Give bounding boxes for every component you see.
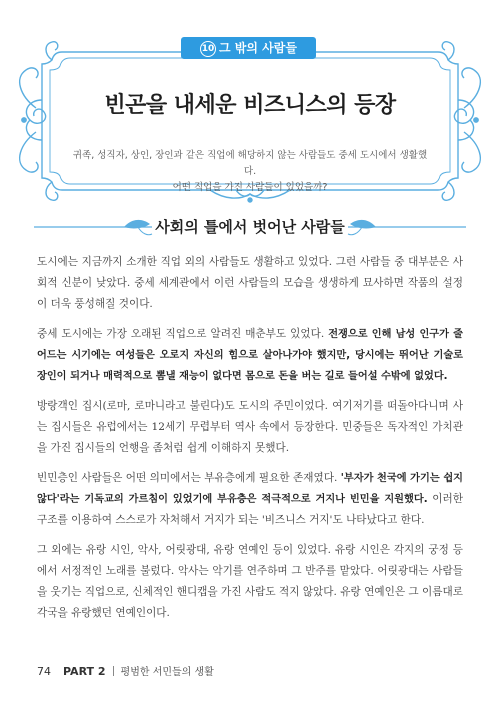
paragraph-text: 그 외에는 유랑 시인, 악사, 어릿광대, 유랑 연예인 등이 있었다. 유랑 시인은 각지의 궁정 등에서 서정적인 노래를 불렀다. 악사는 악기를 연주하며 그 반주를 맡았다. 어릿광대는 사람들을 웃기는 직업으로, 신체적인 핸디캡을 가진 사람도 적지 않았다. 유랑 연예인은 그 이름대로 각국을 유랑했던 연예인이다. xyxy=(37,544,463,619)
paragraph-text: 중세 도시에는 가장 오래된 직업으로 알려진 매춘부도 있었다. xyxy=(37,328,329,340)
page-title: 빈곤을 내세운 비즈니스의 등장 xyxy=(104,93,396,118)
page-number: 74 xyxy=(37,665,51,678)
body-paragraph xyxy=(37,324,463,387)
highlighted-text: 전쟁으로 인해 남성 인구가 줄어드는 시기에는 여성들은 오로지 자신의 힘으로 살아나가야 했지만, 당시에는 뛰어난 기술로 장인이 되거나 매력적으로 뽐낼 재능이 없다면 몸으로 돈을 버는 길로 들어설 수밖에 없었다. xyxy=(37,329,463,382)
body-paragraph xyxy=(37,540,463,624)
chapter-banner-label: 그 밖의 사람들 xyxy=(219,41,297,55)
footer-divider xyxy=(113,666,114,676)
body-paragraph xyxy=(37,468,463,531)
chapter-banner xyxy=(181,37,316,59)
section-heading xyxy=(34,212,466,242)
section-title: 사회의 틀에서 벗어난 사람들 xyxy=(155,218,345,236)
paragraph-text: 이러한 구조를 이용하여 스스로가 자처해서 거지가 되는 '비즈니스 거지'도 나타났다고 한다. xyxy=(37,493,463,526)
chapter-name: 평범한 서민들의 생활 xyxy=(120,667,214,678)
paragraph-text: 방랑객인 집시(로마, 로마니라고 불린다)도 도시의 주민이었다. 여기저기를 떠돌아다니며 사는 집시들은 유럽에서는 12세기 무렵부터 역사 속에서 등장한다. 민중들은 독자적인 가치관을 가진 집시들의 언행을 좀처럼 쉽게 이해하지 못했다. xyxy=(37,400,463,454)
page-footer xyxy=(37,664,214,680)
body-paragraph xyxy=(37,252,463,315)
part-label: PART 2 xyxy=(63,665,106,678)
paragraph-text: 도시에는 지금까지 소개한 직업 외의 사람들도 생활하고 있었다. 그런 사람들 중 대부분은 사회적 신분이 낮았다. 중세 세계관에서 이런 사람들의 모습을 생생하게 묘사하면 작품의 설정이 더욱 풍성해질 것이다. xyxy=(37,256,463,310)
chapter-number-badge: 10 xyxy=(200,41,216,57)
paragraph-text: 빈민층인 사람들은 어떤 의미에서는 부유층에게 필요한 존재였다. xyxy=(37,472,341,484)
body-text xyxy=(37,252,463,633)
intro-text xyxy=(70,148,430,196)
intro-line: 귀족, 성직자, 상인, 장인과 같은 직업에 해당하지 않는 사람들도 중세 도시에서 생활했다. xyxy=(72,150,428,177)
highlighted-text: '부자가 천국에 가기는 쉽지 않다'라는 기독교의 가르침이 있었기에 부유층은 적극적으로 거지나 빈민을 지원했다. xyxy=(37,473,463,505)
body-paragraph xyxy=(37,396,463,459)
intro-line: 어떤 직업을 가진 사람들이 있었을까? xyxy=(172,182,328,193)
